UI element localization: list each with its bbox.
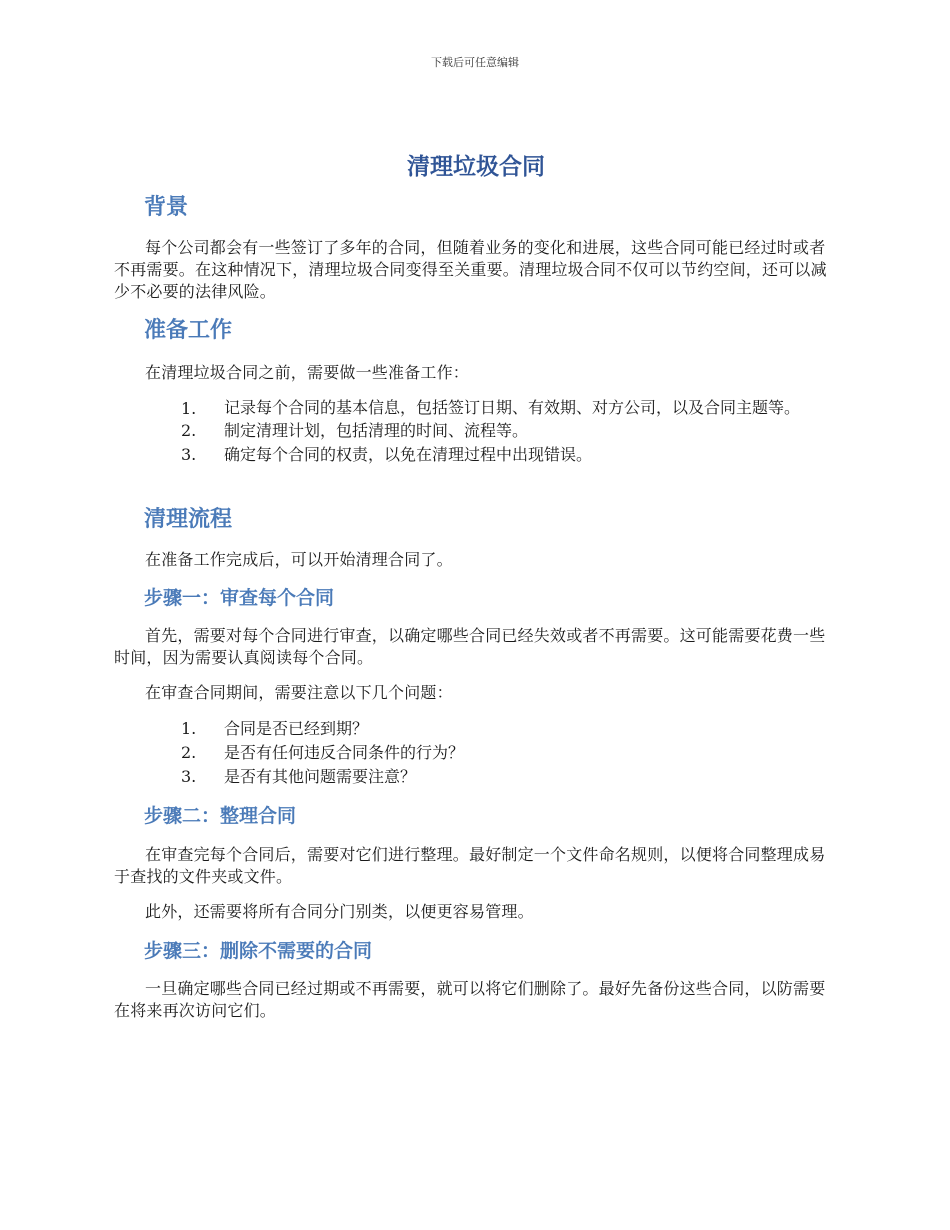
step2-paragraph-2-block xyxy=(114,901,838,923)
step2-paragraph-1: 在审查完每个合同后，需要对它们进行整理。最好制定一个文件命名规则，以便将合同整理成易于查找的文件夹或文件。 xyxy=(114,845,826,886)
step1-paragraph-2-block xyxy=(114,682,838,704)
list-item-text: 制定清理计划，包括清理的时间、流程等。 xyxy=(224,421,529,440)
background-paragraph-block xyxy=(114,237,838,303)
list-item-text: 合同是否已经到期？ xyxy=(224,719,369,738)
prep-list xyxy=(114,397,838,467)
list-item-text: 是否有任何违反合同条件的行为？ xyxy=(224,743,465,762)
section-heading-step1: 步骤一：审查每个合同 xyxy=(144,587,335,609)
step1-paragraph-2: 在审查合同期间，需要注意以下几个问题： xyxy=(145,683,453,702)
section-heading-prep: 准备工作 xyxy=(144,318,233,343)
list-item-number: 1. xyxy=(181,399,197,418)
prep-list-block xyxy=(114,397,838,467)
process-intro-block xyxy=(114,549,838,571)
section-step3 xyxy=(114,938,838,964)
section-step2 xyxy=(114,803,838,829)
section-heading-step3: 步骤三：删除不需要的合同 xyxy=(144,940,373,962)
step3-paragraph-block xyxy=(114,978,838,1022)
list-item-text: 是否有其他问题需要注意？ xyxy=(224,767,417,786)
step3-paragraph-1: 一旦确定哪些合同已经过期或不再需要，就可以将它们删除了。最好先备份这些合同，以防需要在将来再次访问它们。 xyxy=(114,979,826,1020)
list-item-text: 记录每个合同的基本信息，包括签订日期、有效期、对方公司，以及合同主题等。 xyxy=(224,398,801,417)
list-item xyxy=(114,717,838,741)
background-paragraph: 每个公司都会有一些签订了多年的合同，但随着业务的变化和进展，这些合同可能已经过时或者不再需要。在这种情况下，清理垃圾合同变得至关重要。清理垃圾合同不仅可以节约空间，还可以减少不必要的法律风险。 xyxy=(114,238,827,301)
list-item xyxy=(114,419,838,443)
document-title: 清理垃圾合同 xyxy=(407,154,545,180)
section-process xyxy=(114,505,838,535)
section-background xyxy=(114,193,838,223)
step1-paragraph-block xyxy=(114,625,838,669)
prep-intro: 在清理垃圾合同之前，需要做一些准备工作： xyxy=(145,363,470,382)
step1-paragraph-1: 首先，需要对每个合同进行审查，以确定哪些合同已经失效或者不再需要。这可能需要花费一些时间，因为需要认真阅读每个合同。 xyxy=(114,626,826,667)
list-item-number: 2. xyxy=(181,743,197,762)
list-item-text: 确定每个合同的权责，以免在清理过程中出现错误。 xyxy=(224,445,593,464)
prep-intro-block xyxy=(114,362,838,384)
list-item-number: 1. xyxy=(181,719,197,738)
section-prep xyxy=(114,316,838,346)
list-item-number: 2. xyxy=(181,421,197,440)
section-heading-step2: 步骤二：整理合同 xyxy=(144,805,297,827)
process-intro: 在准备工作完成后，可以开始清理合同了。 xyxy=(145,550,453,569)
step2-paragraph-block xyxy=(114,844,838,888)
page-header-note: 下载后可任意编辑 xyxy=(431,56,519,69)
step1-list xyxy=(114,717,838,789)
list-item xyxy=(114,765,838,789)
list-item-number: 3. xyxy=(181,445,197,464)
list-item-number: 3. xyxy=(181,767,197,786)
section-heading-process: 清理流程 xyxy=(144,507,233,532)
list-item xyxy=(114,741,838,765)
section-heading-background: 背景 xyxy=(144,195,189,220)
step2-paragraph-2: 此外，还需要将所有合同分门别类，以便更容易管理。 xyxy=(145,902,534,921)
step1-list-block xyxy=(114,717,838,789)
list-item xyxy=(114,443,838,467)
section-step1 xyxy=(114,585,838,611)
list-item xyxy=(114,397,838,419)
